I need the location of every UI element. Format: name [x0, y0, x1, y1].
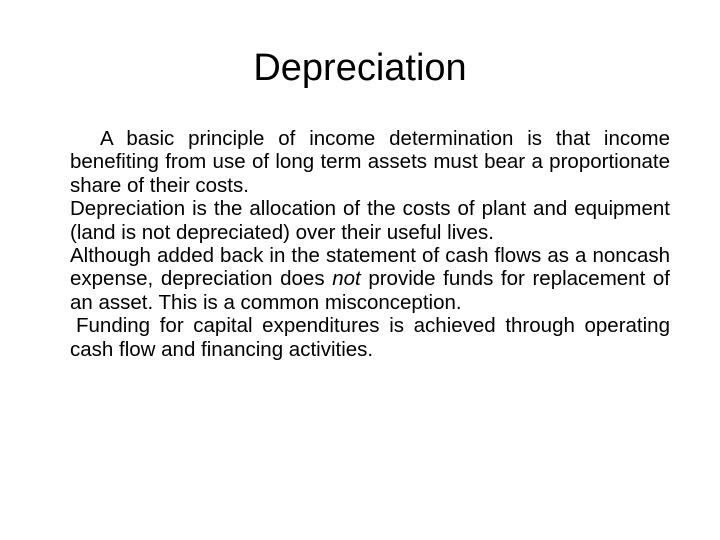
paragraph-depreciation-definition: Depreciation is the allocation of the costs of plant and equipment (land is not depreciated) over their useful lives. [70, 197, 670, 244]
emphasis-not: not [332, 267, 361, 291]
paragraph-cash-flow-before: Although added back in the statement of cash flows as a noncash expense, depreciation does [70, 244, 670, 291]
paragraph-funding-capital: Funding for capital expenditures is achieved through operating cash flow and financing activities. [70, 314, 670, 361]
slide-title [0, 44, 720, 92]
paragraph-cash-flow-after: provide funds for replacement of an asset. This is a common misconception. [70, 267, 670, 314]
paragraph-income-principle: A basic principle of income determination is that income benefiting from use of long term assets must bear a proportionate share of their costs. [70, 127, 670, 197]
paragraph-cash-flow-misconception [70, 244, 670, 314]
slide-body [70, 127, 670, 361]
slide-title-text: Depreciation [253, 47, 467, 89]
